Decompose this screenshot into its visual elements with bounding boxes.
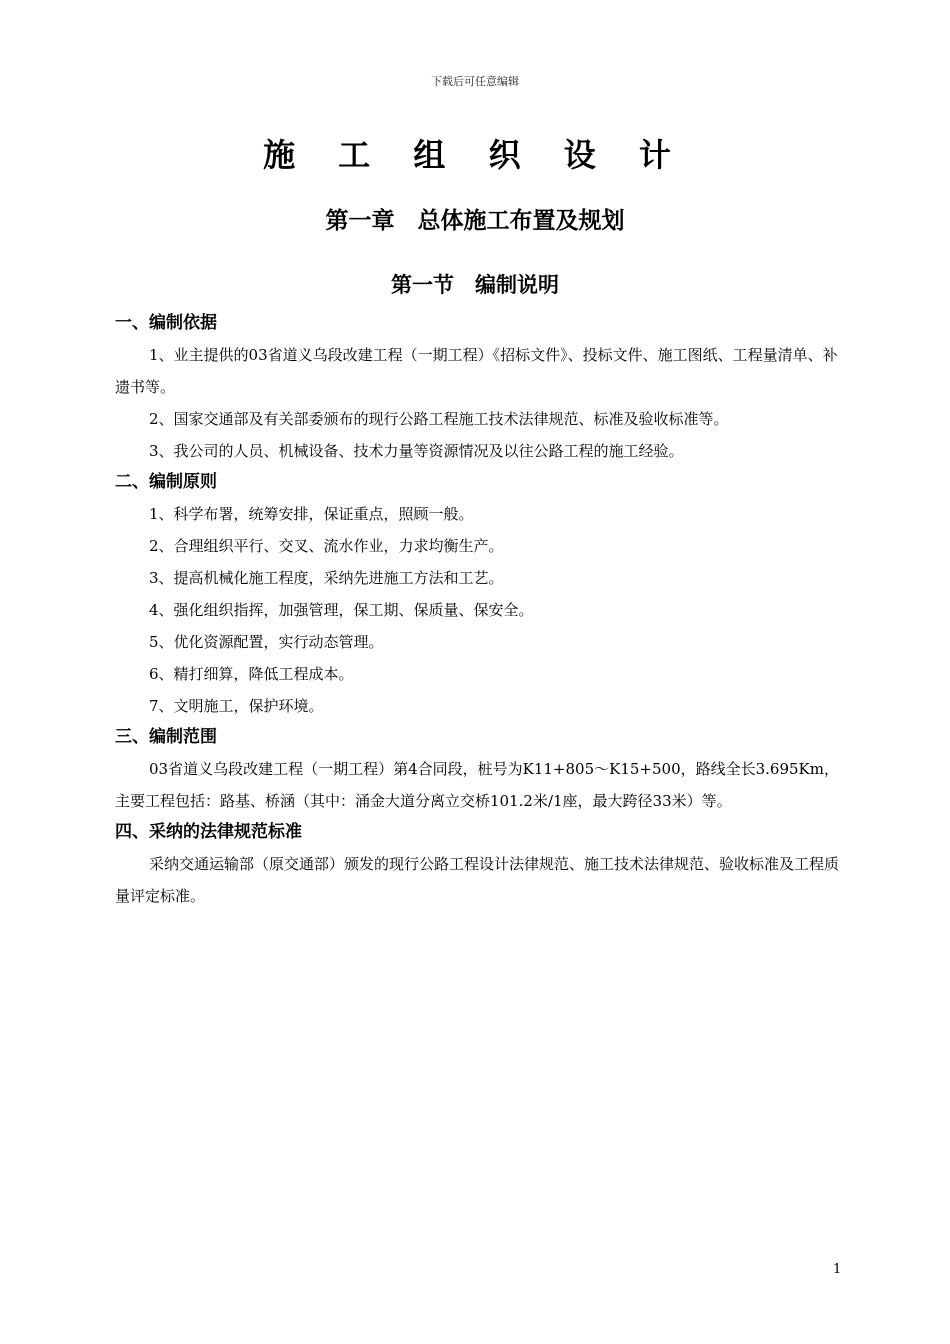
page-number: 1: [833, 1262, 842, 1277]
paragraph: 4、强化组织指挥，加强管理，保工期、保质量、保安全。: [149, 601, 534, 619]
section-heading: 二、编制原则: [115, 472, 217, 492]
paragraph: 2、合理组织平行、交叉、流水作业，力求均衡生产。: [149, 537, 504, 555]
paragraph: 5、优化资源配置，实行动态管理。: [149, 633, 384, 651]
paragraph: 7、文明施工，保护环境。: [149, 697, 324, 715]
header-note: 下载后可任意编辑: [431, 75, 519, 88]
paragraph: 2、国家交通部及有关部委颁布的现行公路工程施工技术法律规范、标准及验收标准等。: [149, 410, 729, 428]
section-principles: [115, 467, 850, 722]
chapter-title: 第一章 总体施工布置及规划: [325, 208, 625, 234]
paragraph: 1、科学布署，统筹安排，保证重点，照顾一般。: [149, 505, 474, 523]
section-scope: [115, 722, 850, 817]
section-title: 第一节 编制说明: [391, 273, 559, 297]
paragraph: 采纳交通运输部（原交通部）颁发的现行公路工程设计法律规范、施工技术法律规范、验收标准及工程质量评定标准。: [115, 855, 840, 905]
section-heading: 三、编制范围: [115, 727, 217, 747]
paragraph: 3、我公司的人员、机械设备、技术力量等资源情况及以往公路工程的施工经验。: [149, 442, 684, 460]
paragraph: 1、业主提供的03省道义乌段改建工程（一期工程）《招标文件》、投标文件、施工图纸、工程量清单、补遗书等。: [115, 346, 838, 396]
document-body: [115, 308, 850, 912]
document-title: 施 工 组 织 设 计: [263, 136, 687, 174]
section-heading: 四、采纳的法律规范标准: [115, 822, 302, 842]
paragraph: 3、提高机械化施工程度，采纳先进施工方法和工艺。: [149, 569, 504, 587]
paragraph: 6、精打细算，降低工程成本。: [149, 665, 354, 683]
section-standards: [115, 817, 850, 912]
section-heading: 一、编制依据: [115, 313, 217, 333]
paragraph: 03省道义乌段改建工程（一期工程）第4合同段，桩号为K11+805～K15+500，路线全长3.695Km，主要工程包括：路基、桥涵（其中：涌金大道分离立交桥101.2米/1座，最大跨径33米）等。: [115, 760, 839, 810]
section-basis: [115, 308, 850, 467]
